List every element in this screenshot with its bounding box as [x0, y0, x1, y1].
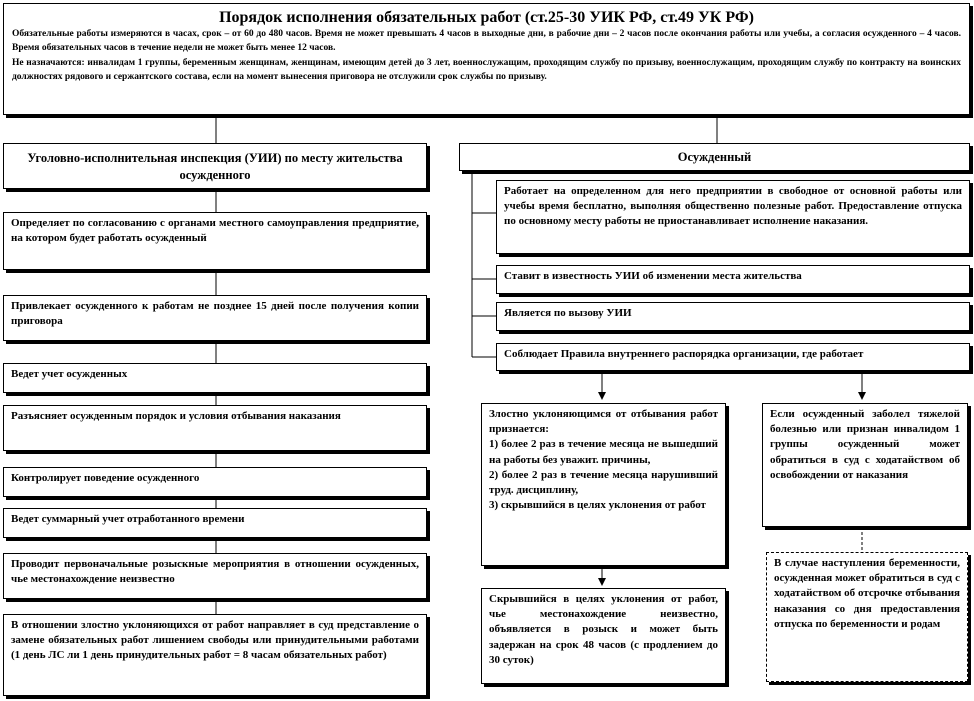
uii-item-enterprise: Определяет по согласованию с органами местного самоуправления предприятие, на котором будет работать осужденный — [3, 212, 427, 270]
uii-heading: Уголовно-исполнительная инспекция (УИИ) по месту жительства осужденного — [3, 143, 427, 189]
header-box — [3, 3, 970, 115]
uii-item-involve: Привлекает осужденного к работам не позднее 15 дней после получения копии приговора — [3, 295, 427, 341]
uii-item-control: Контролирует поведение осужденного — [3, 467, 427, 497]
evasion-point-3: 3) скрывшийся в целях уклонения от работ — [489, 499, 706, 512]
uii-item-court: В отношении злостно уклоняющихся от работ направляет в суд представление о замене обязательных работ лишением свободы или принудительными работами (1 день ЛС ли 1 день принудительных работ = 8 часам обязательных работ) — [3, 614, 427, 696]
page-title: Порядок исполнения обязательных работ (ст.25-30 УИК РФ, ст.49 УК РФ) — [219, 9, 754, 26]
illness-box: Если осужденный заболел тяжелой болезнью или признан инвалидом 1 группы осужденный может обратиться в суд с ходатайством об освобождении от наказания — [762, 403, 968, 527]
evasion-point-1: 1) более 2 раз в течение месяца не вышедший на работы без уважит. причины, — [489, 438, 718, 466]
convict-item-rules: Соблюдает Правила внутреннего распорядка организации, где работает — [496, 343, 970, 371]
uii-item-search: Проводит первоначальные розыскные мероприятия в отношении осужденных, чье местонахождение неизвестно — [3, 553, 427, 599]
wanted-box: Скрывшийся в целях уклонения от работ, чье местонахождение неизвестно, объявляется в розыск и может быть задержан на срок 48 часов (с продлением до 30 суток) — [481, 588, 726, 684]
header-exclusions-text: Не назначаются: инвалидам 1 группы, беременным женщинам, женщинам, имеющим детей до 3 лет, военнослужащим, проходящим службу по призыву, военнослужащим, проходящим службу по контракту на воинских должностях рядового и сержантского состава, если на момент вынесения приговора не отслужили срок службы по призыву. — [12, 57, 961, 82]
evasion-point-2: 2) более 2 раз в течение месяца нарушивший труд. дисциплину, — [489, 468, 718, 496]
evasion-criteria-box — [481, 403, 726, 566]
header-rules-text: Обязательные работы измеряются в часах, срок – от 60 до 480 часов. Время не может превышать 4 часов в выходные дни, в рабочие дни – 2 часов после окончания работы или учебы, а согласия осужденного – 4 часов. Время обязательных часов в течение недели не может быть менее 12 часов. — [12, 29, 961, 54]
convict-item-appear: Является по вызову УИИ — [496, 302, 970, 331]
uii-item-timekeeping: Ведет суммарный учет отработанного времени — [3, 508, 427, 538]
convict-item-work: Работает на определенном для него предприятии в свободное от основной работы или учебы время бесплатно, выполняя общественно полезные работ. Предоставление отпуска по основному месту работы не приостанавливает исполнение наказания. — [496, 180, 970, 254]
convict-heading: Осужденный — [459, 143, 970, 171]
uii-item-explain: Разъясняет осужденным порядок и условия отбывания наказания — [3, 405, 427, 451]
evasion-intro: Злостно уклоняющимся от отбывания работ признается: — [489, 408, 718, 436]
uii-item-registry: Ведет учет осужденных — [3, 363, 427, 393]
convict-item-notify: Ставит в известность УИИ об изменении места жительства — [496, 265, 970, 294]
pregnancy-box: В случае наступления беременности, осужденная может обратиться в суд с ходатайством об отсрочке отбывания наказания со дня предоставления отпуска по беременности и родам — [766, 552, 968, 682]
